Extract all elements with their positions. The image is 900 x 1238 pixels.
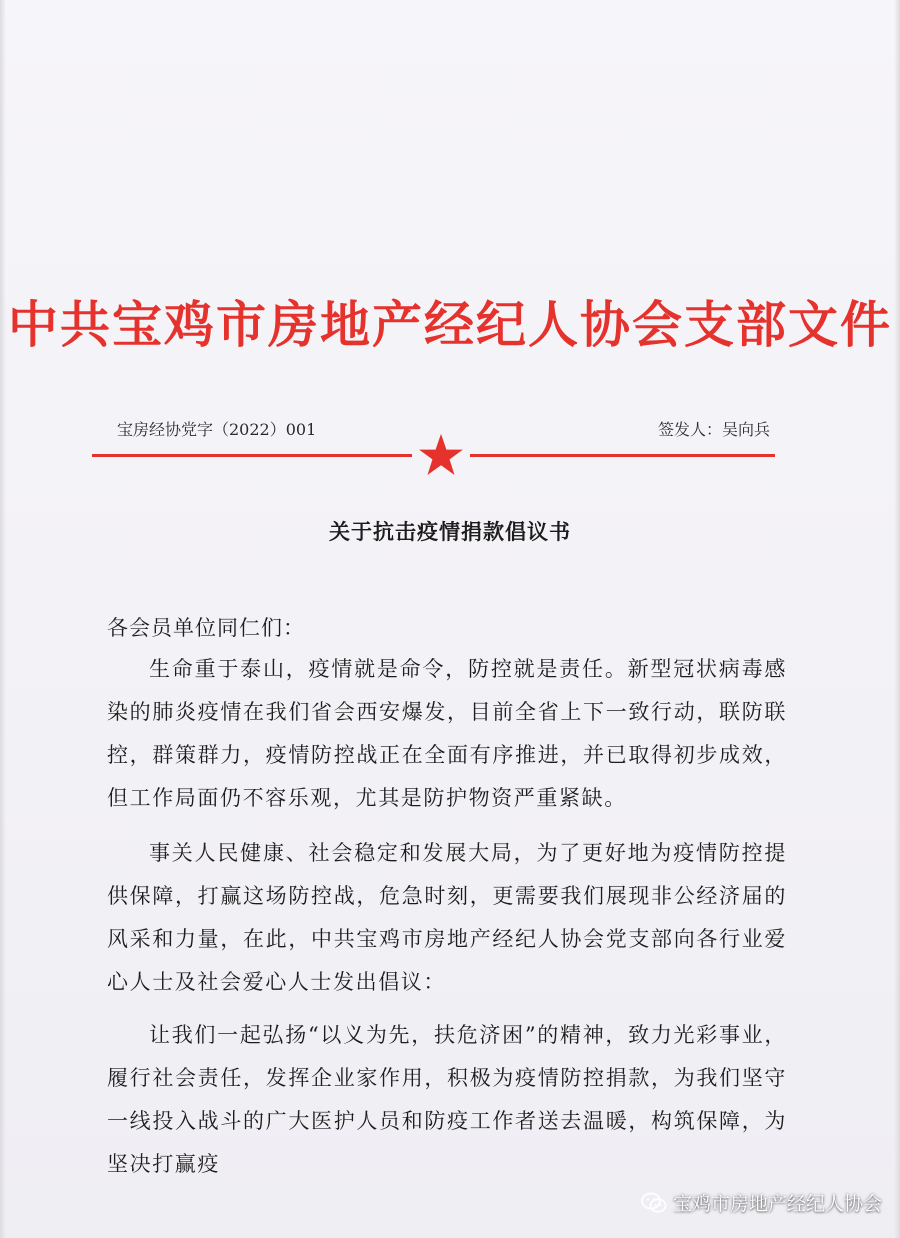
- salutation: 各会员单位同仁们：: [107, 616, 305, 640]
- document-number: 宝房经协党字（2022）001: [117, 420, 317, 439]
- document-header-title: 中共宝鸡市房地产经纪人协会支部文件: [8, 296, 892, 354]
- document-title: 关于抗击疫情捐款倡议书: [329, 519, 571, 544]
- red-divider-right: [470, 454, 775, 457]
- body-paragraph-3: 让我们一起弘扬“以义为先，扶危济困”的精神，致力光彩事业，履行社会责任，发挥企业家作用，积极为疫情防控捐款，为我们坚守一线投入战斗的广大医护人员和防疫工作者送去温暖，构筑保障，为坚决打赢疫: [107, 1023, 787, 1176]
- signer-label: 签发人：吴向兵: [657, 420, 770, 439]
- wechat-watermark: [641, 1189, 882, 1216]
- red-divider-left: [92, 454, 412, 457]
- watermark-text: 宝鸡市房地产经纪人协会: [672, 1193, 882, 1215]
- red-star-icon: [418, 432, 464, 478]
- wechat-icon: [641, 1192, 667, 1214]
- page-edge-right: [894, 0, 900, 1238]
- page-edge-left: [0, 0, 6, 1238]
- body-paragraph-1: 生命重于泰山，疫情就是命令，防控就是责任。新型冠状病毒感染的肺炎疫情在我们省会西安爆发，目前全省上下一致行动，联防联控，群策群力，疫情防控战正在全面有序推进，并已取得初步成效，但工作局面仍不容乐观，尤其是防护物资严重紧缺。: [107, 657, 787, 810]
- body-paragraph-2: 事关人民健康、社会稳定和发展大局，为了更好地为疫情防控提供保障，打赢这场防控战，危急时刻，更需要我们展现非公经济届的风采和力量，在此，中共宝鸡市房地产经纪人协会党支部向各行业爱心人士及社会爱心人士发出倡议：: [107, 841, 787, 994]
